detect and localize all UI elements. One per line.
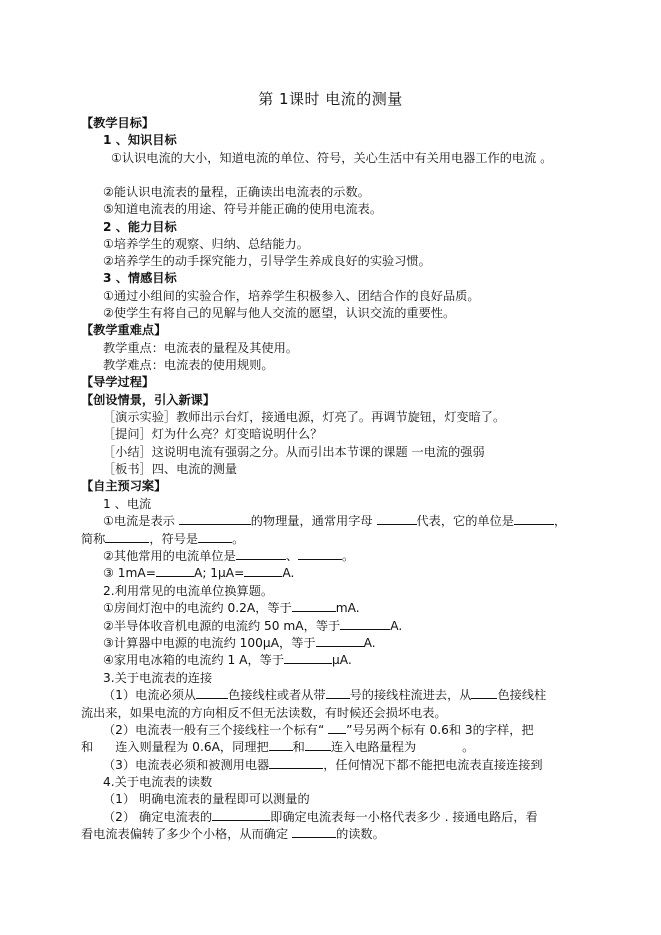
answer-blank[interactable] [269,757,323,769]
answer-blank[interactable] [156,565,194,577]
objective-knowledge-item-2: ②能认识电流表的量程，正确读出电流表的示数。 [103,185,370,199]
intro-demo: ［演示实验］教师出示台灯，接通电源，灯亮了。再调节旋钮，灯变暗了。 [103,410,506,424]
preview-conversion-heading: 2.利用常见的电流单位换算题。 [103,584,274,598]
answer-blank[interactable] [471,687,497,699]
preview-connection-heading: 3.关于电流表的连接 [103,671,213,685]
conversion-q4: ④家用电冰箱的电流约 1 A，等于 μA. [103,653,352,667]
section-introduce-lesson: 【创设情景，引入新课】 [81,393,216,407]
reading-q1: （1） 明确电流表的量程即可以测量的 [103,792,310,806]
answer-blank[interactable] [377,513,417,525]
connection-q3: （3）电流表必须和被测用电器 ，任何情况下都不能把电流表直接连接到 [103,758,543,772]
preview-current-q2: ②其他常用的电流单位是 、 。 [103,549,355,563]
key-focus: 教学重点：电流表的量程及其使用。 [103,341,298,355]
answer-blank[interactable] [284,652,332,664]
conversion-q1: ①房间灯泡中的电流约 0.2A，等于 mA. [103,601,360,615]
answer-blank[interactable] [292,826,336,838]
answer-blank[interactable] [298,548,342,560]
preview-reading-heading: 4.关于电流表的读数 [103,775,213,789]
reading-q2: （2） 确定电流表的 即确定电流表每一小格代表多少 . 接通电路后，看 [103,810,538,824]
intro-summary: ［小结］这说明电流有强弱之分。从而引出本节课的课题 一电流的强弱 [103,445,485,459]
answer-blank[interactable] [326,687,350,699]
answer-blank[interactable] [179,513,251,525]
objective-ability-item-1: ①培养学生的观察、归纳、总结能力。 [103,237,309,251]
connection-q2-cont: 和 连入则量程为 0.6A，同理把 和 连入电路量程为 。 [81,740,475,754]
page-title: 第 1课时 电流的测量 [258,90,403,108]
preview-current-q1: ①电流是表示 的物理量，通常用字母 代表，它的单位是 ， [103,514,567,528]
connection-q2: （2）电流表一般有三个接线柱一个标有“ ”号另两个标有 0.6和 3的字样，把 [103,723,534,737]
answer-blank[interactable] [236,548,286,560]
key-difficulty: 教学难点：电流表的使用规则。 [103,358,274,372]
preview-current-q1-cont: 简称 ，符号是 。 [81,532,245,546]
intro-board: ［板书］四、电流的测量 [103,462,238,476]
section-self-preview: 【自主预习案】 [81,479,167,493]
preview-current-q3: ③ 1mA= A; 1μA= A. [103,566,295,580]
answer-blank[interactable] [340,618,390,630]
connection-q1-cont: 流出来，如果电流的方向相反不但无法读数，有时候还会损坏电表。 [81,706,447,720]
objective-knowledge-item-1: ①认识电流的大小，知道电流的单位、符号，关心生活中有关用电器工作的电流 。 [111,151,553,165]
answer-blank[interactable] [514,513,554,525]
answer-blank[interactable] [198,531,232,543]
intro-question: ［提问］灯为什么亮？灯变暗说明什么？ [103,427,323,441]
connection-q1: （1）电流必须从 色接线柱或者从带 号的接线柱流进去，从 色接线柱 [103,688,547,702]
objective-knowledge-heading: 1 、知识目标 [103,133,177,147]
objective-emotion-item-1: ①通过小组间的实验合作，培养学生积极参入、团结合作的良好品质。 [103,289,480,303]
answer-blank[interactable] [292,600,336,612]
answer-blank[interactable] [212,809,270,821]
answer-blank[interactable] [269,739,293,751]
objective-knowledge-item-3: ⑤知道电流表的用途、符号并能正确的使用电流表。 [103,202,383,216]
preview-current-heading: 1 、电流 [103,497,152,511]
section-guided-process: 【导学过程】 [81,375,155,389]
answer-blank[interactable] [244,565,282,577]
section-teaching-objectives: 【教学目标】 [81,116,155,130]
answer-blank[interactable] [196,687,228,699]
reading-q2-cont: 看电流表偏转了多少个小格，从而确定 的读数。 [81,827,385,841]
section-key-difficulties: 【教学重难点】 [81,323,167,337]
objective-ability-heading: 2 、能力目标 [103,220,177,234]
answer-blank[interactable] [305,739,331,751]
answer-blank[interactable] [316,635,364,647]
objective-emotion-item-2: ②使学生有将自己的见解与他人交流的愿望，认识交流的重要性。 [103,306,456,320]
objective-ability-item-2: ②培养学生的动手探究能力，引导学生养成良好的实验习惯。 [103,254,431,268]
conversion-q2: ②半导体收音机电源的电流约 50 mA，等于 A. [103,619,403,633]
conversion-q3: ③计算器中电源的电流约 100μA，等于 A. [103,636,376,650]
answer-blank[interactable] [328,722,346,734]
objective-emotion-heading: 3 、情感目标 [103,271,177,285]
answer-blank[interactable] [105,531,149,543]
